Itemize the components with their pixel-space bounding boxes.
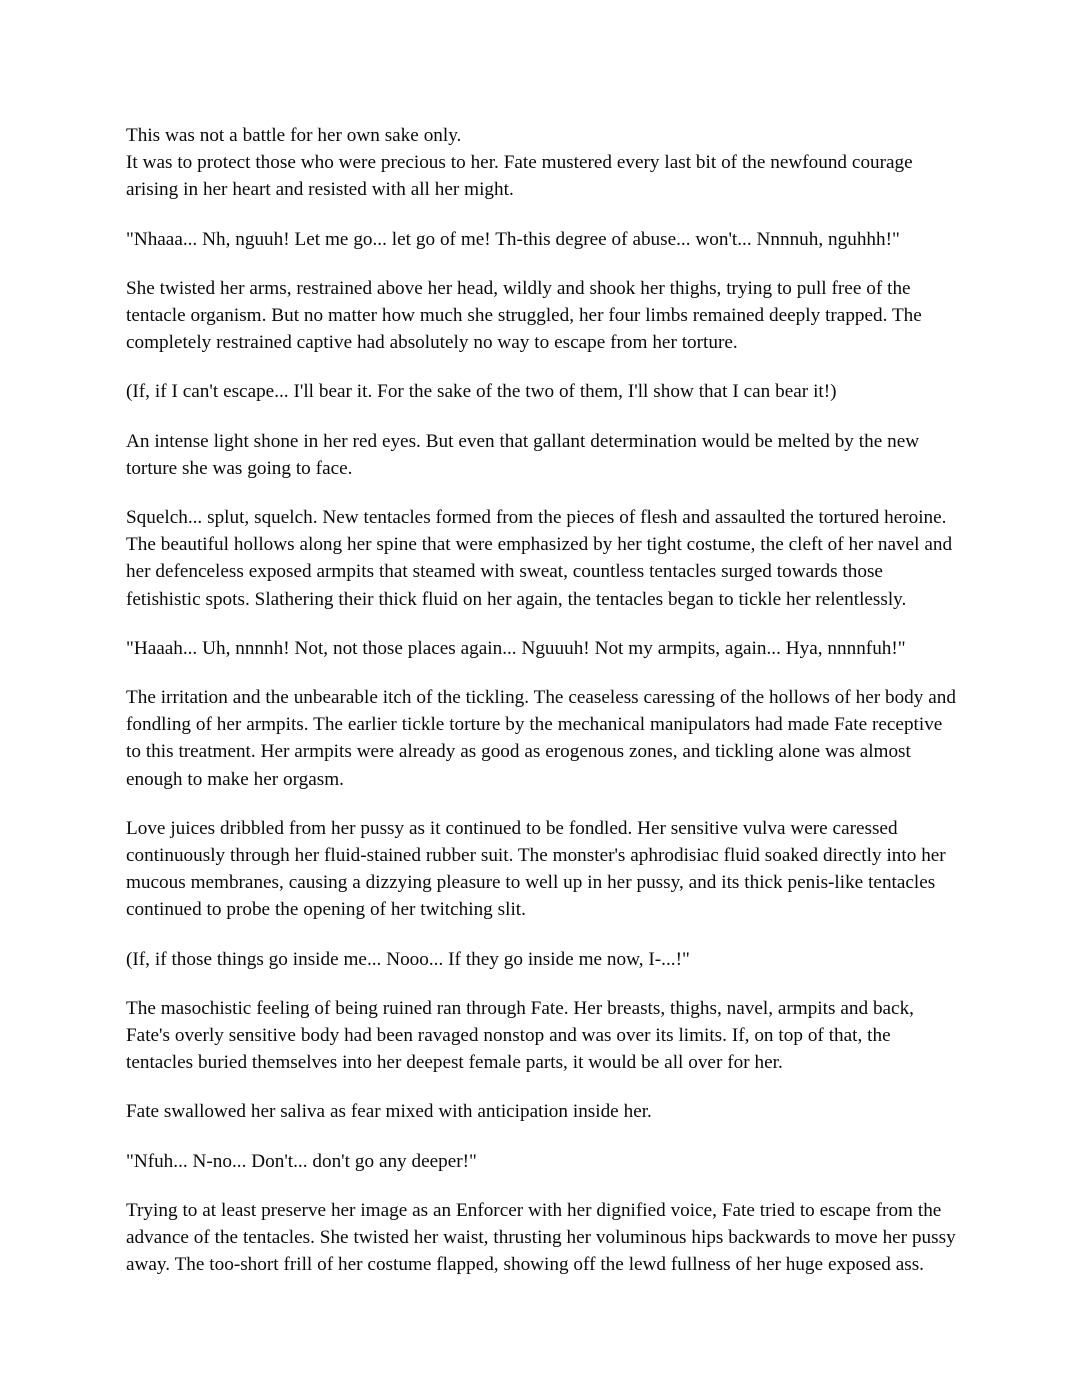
paragraph-line: She twisted her arms, restrained above her head, wildly and shook her thighs, trying to pull free of the tentacle organism. But no matter how much she struggled, her four limbs remained deeply trapped. The completely restrained captive had absolutely no way to escape from her torture. (126, 277, 922, 354)
paragraph-line: Love juices dribbled from her pussy as it continued to be fondled. Her sensitive vulva were caressed continuously through her fluid-stained rubber suit. The monster's aphrodisiac fluid soaked directly into her mucous membranes, causing a dizzying pleasure to well up in her pussy, and its thick penis-like tentacles continued to probe the opening of her twitching slit. (126, 817, 946, 921)
paragraph (126, 946, 958, 973)
paragraph (126, 378, 958, 405)
paragraph-line: Fate swallowed her saliva as fear mixed with anticipation inside her. (126, 1101, 652, 1123)
paragraph-line: Trying to at least preserve her image as an Enforcer with her dignified voice, Fate tried to escape from the advance of the tentacles. She twisted her waist, thrusting her voluminous hips backwards to move her pussy away. The too-short frill of her costume flapped, showing off the lewd fullness of her huge exposed ass. (126, 1199, 956, 1276)
document-text-column (126, 122, 958, 1279)
paragraph-line: "Haaah... Uh, nnnnh! Not, not those places again... Nguuuh! Not my armpits, again... Hya, nnnnfuh!" (126, 637, 906, 659)
paragraph (126, 275, 958, 357)
paragraph (126, 428, 958, 482)
paragraph (126, 1098, 958, 1125)
paragraph-line: The irritation and the unbearable itch of the tickling. The ceaseless caressing of the hollows of her body and fondling of her armpits. The earlier tickle torture by the mechanical manipulators had made Fate receptive to this treatment. Her armpits were already as good as erogenous zones, and tickling alone was almost enough to make her orgasm. (126, 687, 956, 790)
paragraph-line: (If, if those things go inside me... Nooo... If they go inside me now, I-...!" (126, 948, 690, 970)
paragraph-line: The masochistic feeling of being ruined ran through Fate. Her breasts, thighs, navel, armpits and back, Fate's overly sensitive body had been ravaged nonstop and was over its limits. If, on top of that, the tentacles buried themselves into her deepest female parts, it would be all over for her. (126, 997, 914, 1074)
paragraph-line: An intense light shone in her red eyes. But even that gallant determination would be melted by the new torture she was going to face. (126, 430, 920, 479)
paragraph (126, 1148, 958, 1175)
paragraph-line: This was not a battle for her own sake only. (126, 125, 462, 146)
paragraph (126, 1197, 958, 1279)
paragraph-line: (If, if I can't escape... I'll bear it. For the sake of the two of them, I'll show that I can bear it!) (126, 381, 837, 403)
paragraph-line: Squelch... splut, squelch. New tentacles formed from the pieces of flesh and assaulted the tortured heroine. The beautiful hollows along her spine that were emphasized by her tight costume, the cleft of her navel and her defenceless exposed armpits that steamed with sweat, countless tentacles surged towards those fetishistic spots. Slathering their thick fluid on her again, the tentacles began to tickle her relentlessly. (126, 507, 953, 610)
paragraph (126, 635, 958, 662)
paragraph (126, 122, 958, 204)
paragraph-line: "Nfuh... N-no... Don't... don't go any deeper!" (126, 1150, 477, 1172)
paragraph (126, 815, 958, 924)
paragraph-line: It was to protect those who were precious to her. Fate mustered every last bit of the newfound courage arising in her heart and resisted with all her might. (126, 152, 913, 201)
paragraph (126, 995, 958, 1077)
paragraph (126, 226, 958, 253)
paragraph (126, 684, 958, 793)
paragraph-line: "Nhaaa... Nh, nguuh! Let me go... let go of me! Th-this degree of abuse... won't... Nnnnuh, nguhhh!" (126, 228, 900, 250)
paragraph (126, 504, 958, 613)
